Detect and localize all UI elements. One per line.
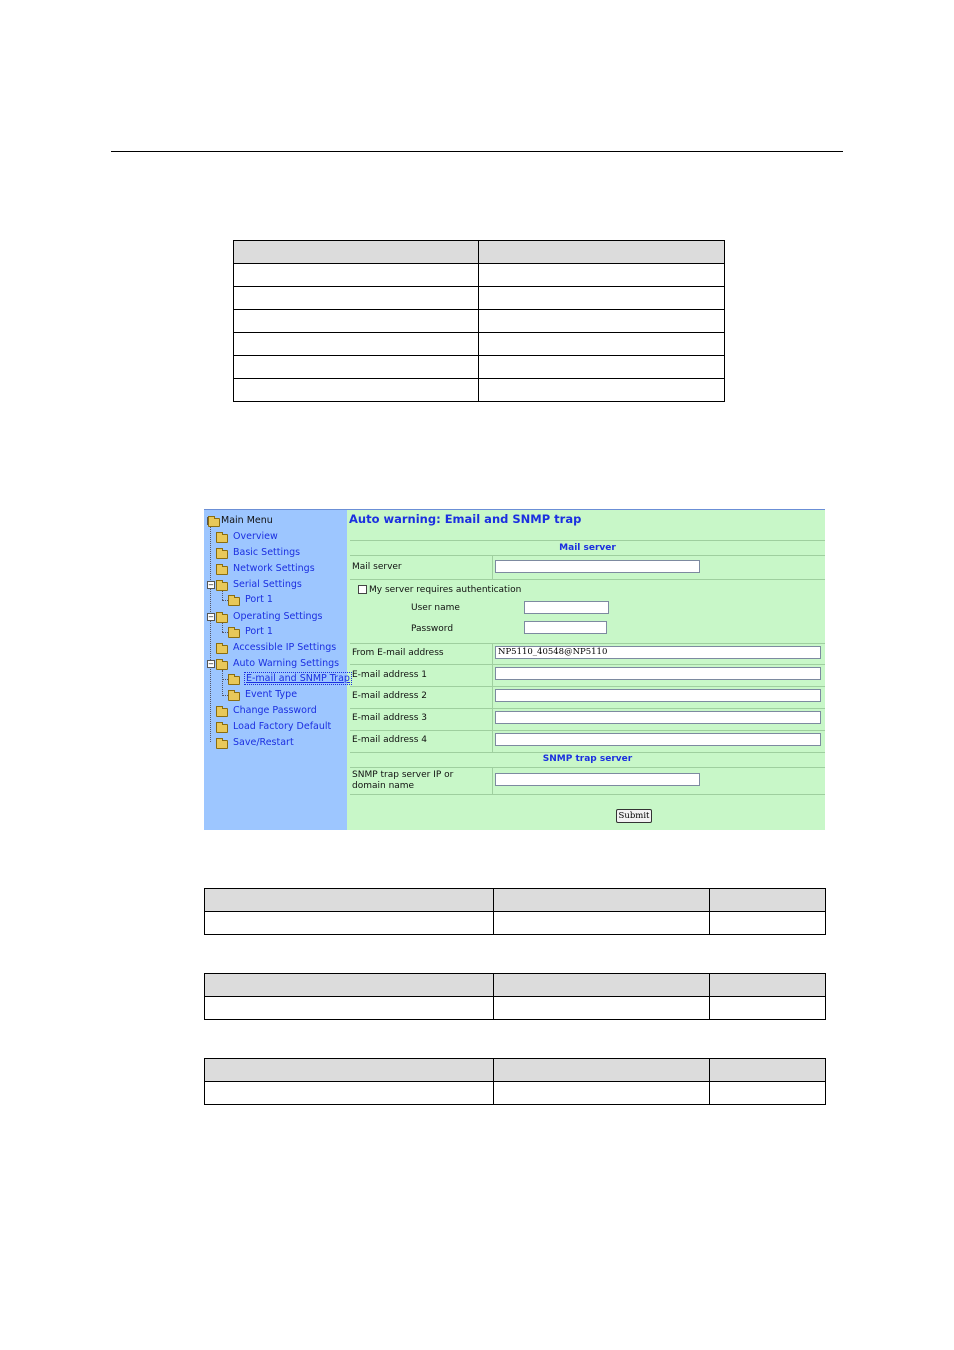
folder-open-icon: [216, 661, 228, 670]
main-menu-tree: [204, 510, 350, 830]
table-row: [234, 333, 725, 356]
section-header-snmp-trap-server: SNMP trap server: [542, 754, 633, 764]
folder-icon: [216, 740, 228, 749]
tree-item-overview[interactable]: Overview: [233, 531, 278, 542]
divider: [350, 643, 825, 644]
email-address-4-input[interactable]: [495, 733, 821, 746]
collapse-toggle-icon[interactable]: −: [208, 660, 214, 668]
snmp-server-input[interactable]: [495, 773, 700, 786]
tree-item-change-password[interactable]: Change Password: [233, 705, 317, 716]
table-row: [205, 997, 826, 1020]
auth-checkbox-label: My server requires authentication: [369, 585, 522, 595]
table-header-row: [234, 241, 725, 264]
tree-item-selected-label: E-mail and SNMP Trap: [246, 673, 350, 684]
tree-item-event-type[interactable]: Event Type: [245, 689, 298, 700]
folder-open-icon: [216, 582, 228, 591]
password-input[interactable]: [524, 621, 607, 634]
web-console-screenshot: [204, 509, 825, 830]
divider: [492, 555, 493, 579]
tree-item-load-factory-default[interactable]: Load Factory Default: [233, 721, 332, 732]
snmp-server-label-line2: domain name: [352, 781, 415, 791]
table-row: [205, 912, 826, 935]
tree-line: [222, 670, 223, 696]
tree-item-save-restart[interactable]: Save/Restart: [233, 737, 294, 748]
table-row: [234, 356, 725, 379]
user-name-input[interactable]: [524, 601, 609, 614]
from-email-input[interactable]: NP5110_40548@NP5110: [495, 646, 821, 659]
snmp-server-label: SNMP trap server IP or: [352, 770, 454, 780]
parameter-table-1: [204, 888, 826, 935]
table-row: [234, 264, 725, 287]
collapse-toggle-icon[interactable]: −: [208, 581, 214, 589]
email-address-1-label: E-mail address 1: [352, 670, 428, 680]
tree-line: [210, 527, 211, 742]
tree-item-basic-settings[interactable]: Basic Settings: [233, 547, 301, 558]
folder-icon: [216, 724, 228, 733]
tree-item-main-menu[interactable]: Main Menu: [221, 515, 273, 526]
divider: [350, 794, 825, 795]
tree-item-accessible-ip-settings[interactable]: Accessible IP Settings: [233, 642, 337, 653]
folder-icon: [228, 629, 240, 638]
email-address-2-input[interactable]: [495, 689, 821, 702]
folder-icon: [216, 566, 228, 575]
folder-open-icon: [216, 614, 228, 623]
folder-icon: [216, 708, 228, 717]
collapse-toggle-icon[interactable]: −: [208, 613, 214, 621]
divider: [492, 643, 493, 753]
tree-line: [222, 622, 223, 632]
user-name-label: User name: [411, 603, 460, 613]
parameter-table-3: [204, 1058, 826, 1105]
divider: [492, 767, 493, 794]
table-header-row: [205, 1059, 826, 1082]
email-address-1-input[interactable]: [495, 667, 821, 680]
mail-server-label: Mail server: [352, 562, 402, 572]
divider: [350, 708, 825, 709]
section-header-mail-server: Mail server: [559, 543, 616, 553]
tree-item-network-settings[interactable]: Network Settings: [233, 563, 315, 574]
table-row: [234, 287, 725, 310]
from-email-label: From E-mail address: [352, 648, 444, 658]
table-header-row: [205, 974, 826, 997]
parameter-table-2: [204, 973, 826, 1020]
folder-icon: [228, 597, 240, 606]
divider: [350, 767, 825, 768]
settings-form: [347, 510, 825, 830]
table-header-row: [205, 889, 826, 912]
email-address-3-input[interactable]: [495, 711, 821, 724]
folder-icon: [216, 645, 228, 654]
folder-icon: [228, 676, 240, 685]
divider: [350, 555, 825, 556]
email-address-2-label: E-mail address 2: [352, 691, 428, 701]
folder-icon: [216, 534, 228, 543]
table-row: [234, 310, 725, 333]
folder-open-icon: [208, 518, 220, 527]
auth-checkbox[interactable]: [358, 585, 367, 594]
password-label: Password: [411, 624, 454, 634]
tree-line: [222, 590, 223, 600]
divider: [350, 686, 825, 687]
table-row: [205, 1082, 826, 1105]
folder-icon: [228, 692, 240, 701]
tree-item-auto-warning-settings[interactable]: Auto Warning Settings: [233, 658, 340, 669]
page-title: Auto warning: Email and SNMP trap: [349, 512, 582, 526]
divider: [350, 579, 825, 580]
tree-item-operating-port-1[interactable]: Port 1: [245, 626, 273, 637]
folder-icon: [216, 550, 228, 559]
settings-table: [233, 240, 725, 402]
tree-item-serial-settings[interactable]: Serial Settings: [233, 579, 302, 590]
divider: [350, 540, 825, 541]
email-address-4-label: E-mail address 4: [352, 735, 428, 745]
mail-server-input[interactable]: [495, 560, 700, 573]
divider: [350, 752, 825, 753]
tree-item-operating-settings[interactable]: Operating Settings: [233, 611, 323, 622]
header-rule: [111, 151, 843, 152]
divider: [350, 730, 825, 731]
divider: [350, 664, 825, 665]
submit-button[interactable]: Submit: [616, 809, 652, 823]
email-address-3-label: E-mail address 3: [352, 713, 428, 723]
tree-item-serial-port-1[interactable]: Port 1: [245, 594, 273, 605]
tree-item-email-snmp-trap[interactable]: [244, 673, 352, 685]
table-row: [234, 379, 725, 402]
